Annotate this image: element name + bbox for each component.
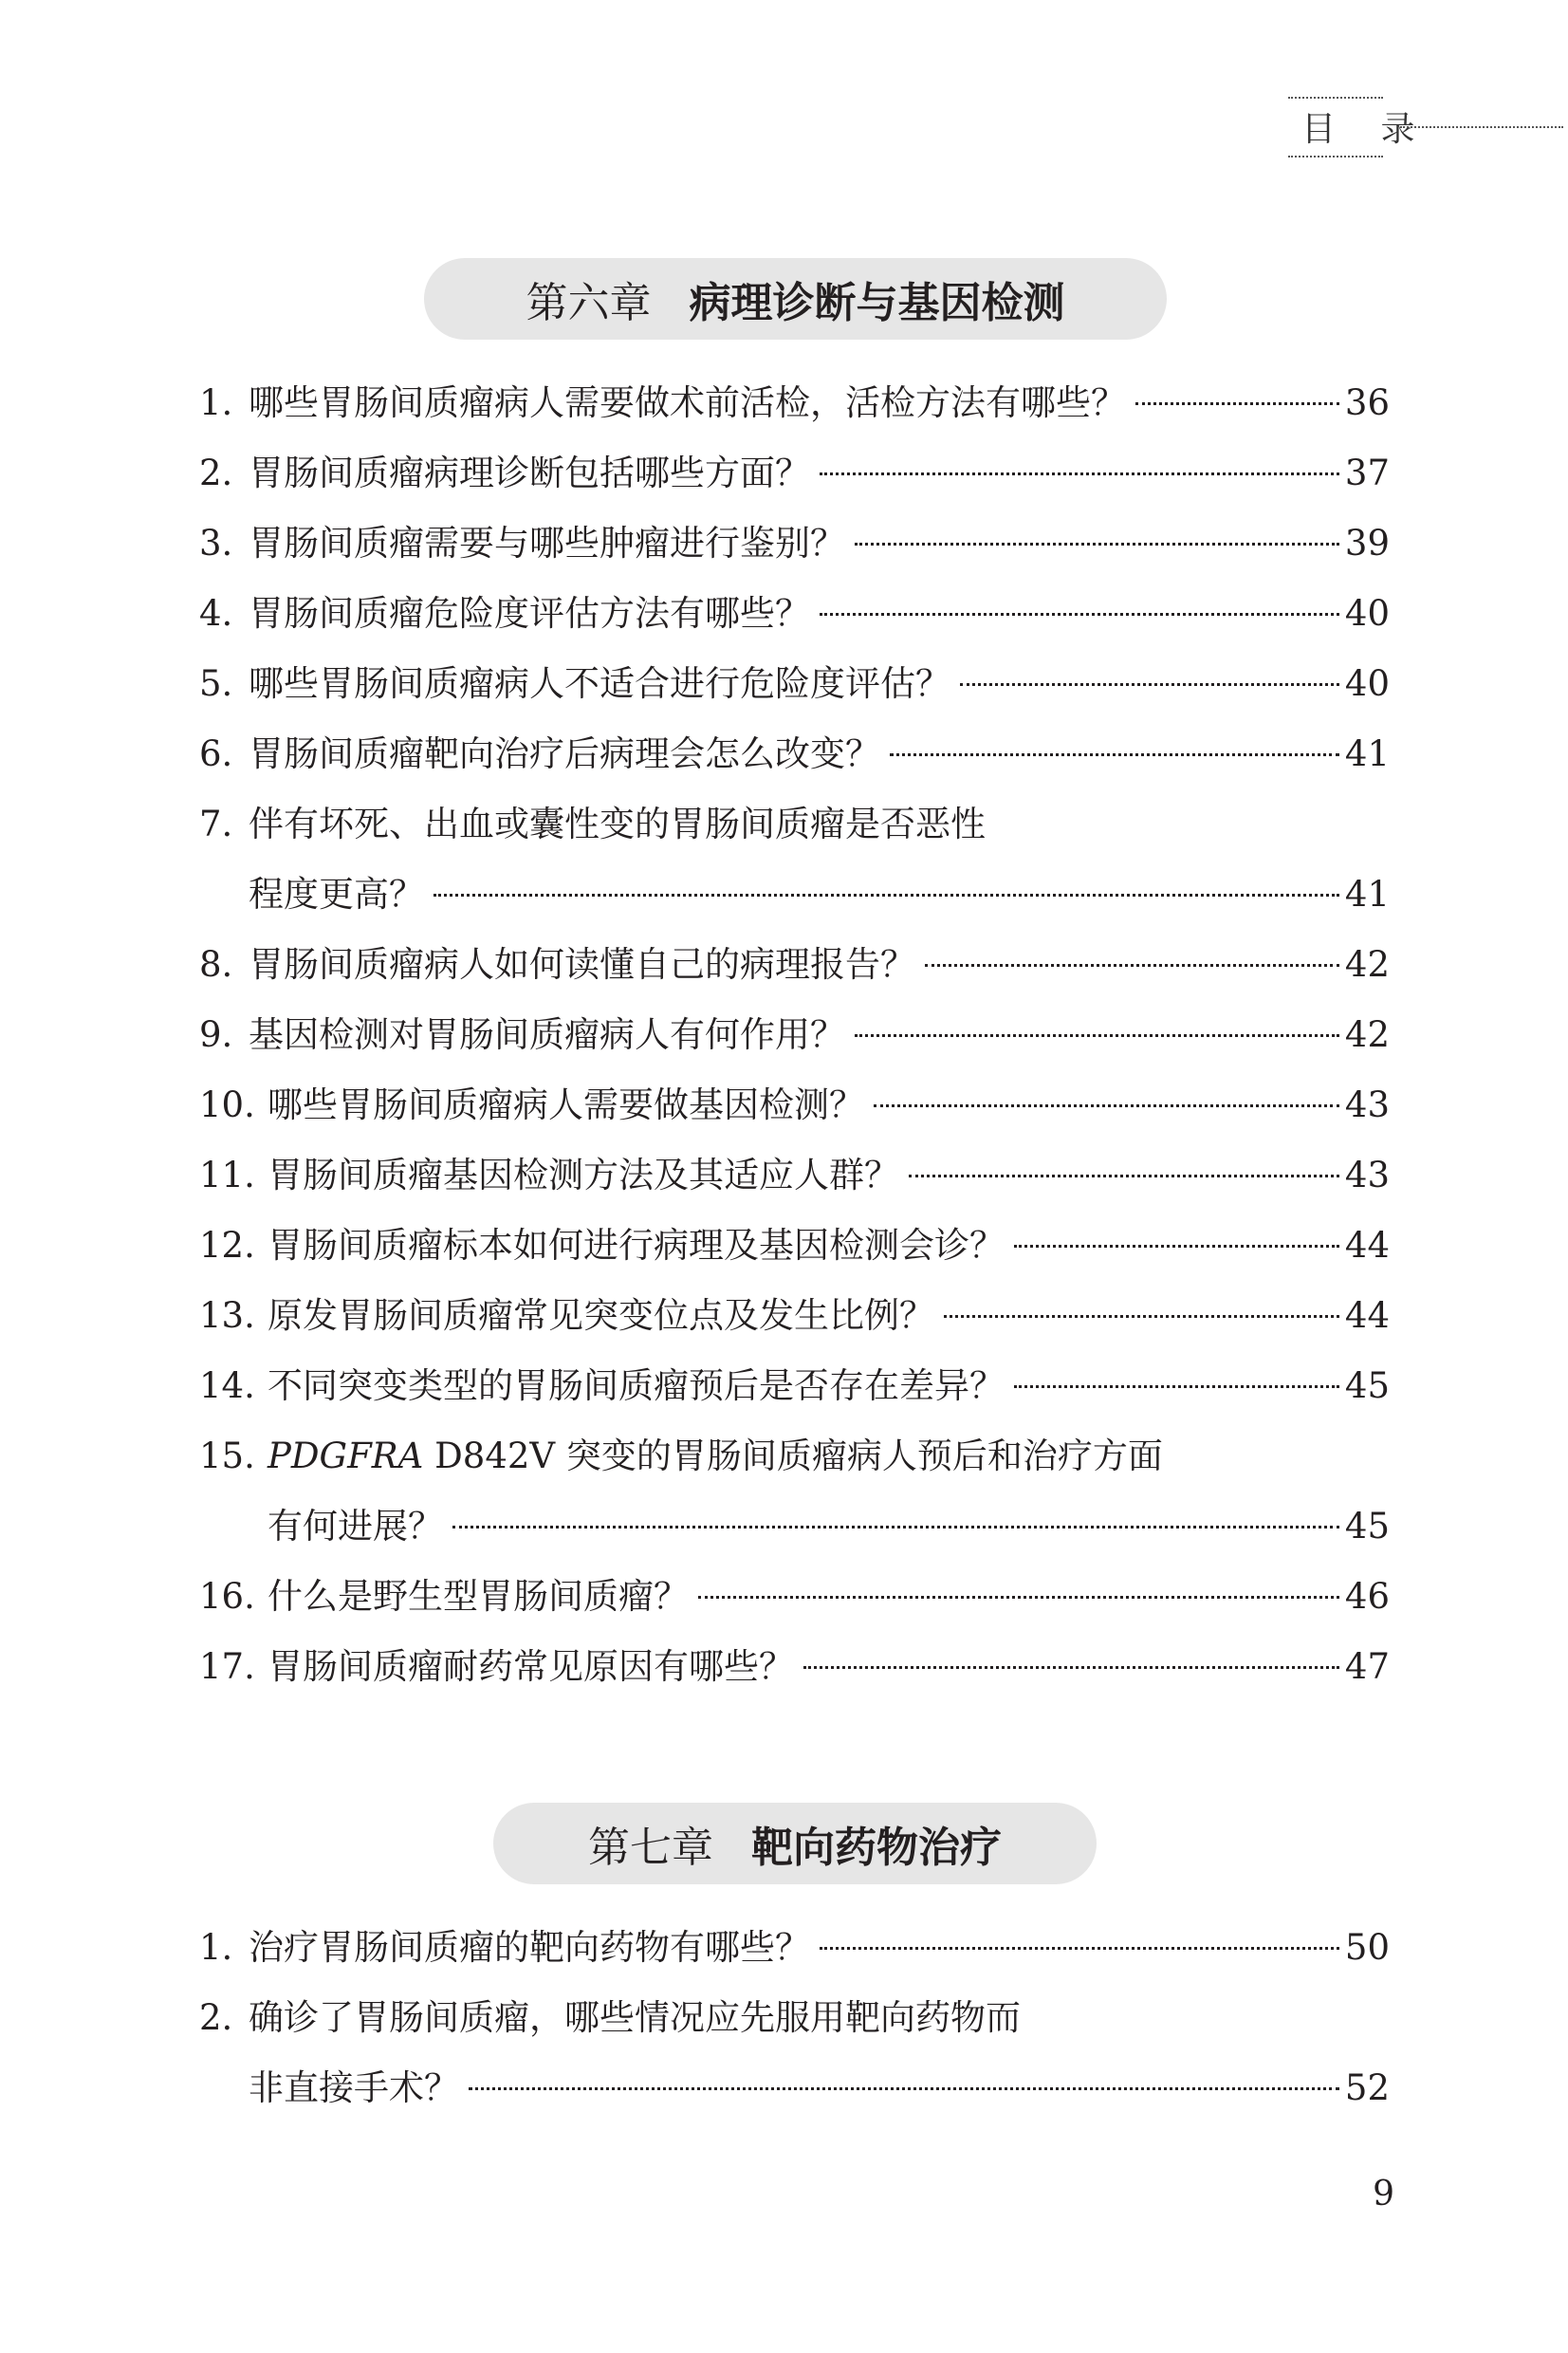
- chapter-name: 靶向药物治疗: [751, 1824, 1002, 1872]
- entry-page: 45: [1344, 1506, 1390, 1547]
- entry-title-continued: 非直接手术？: [249, 2067, 459, 2108]
- dot-leader: [1014, 1385, 1339, 1388]
- dot-leader: [820, 613, 1339, 616]
- toc-entry-line1[interactable]: [199, 1983, 1390, 2053]
- entry-number: 7.: [199, 804, 233, 844]
- dot-leader: [909, 1175, 1339, 1177]
- entry-title: 胃肠间质瘤危险度评估方法有哪些？: [249, 593, 810, 634]
- entry-title: 不同突变类型的胃肠间质瘤预后是否存在差异？: [267, 1365, 1005, 1406]
- toc-chapter-7: [199, 1913, 1390, 2123]
- toc-entry[interactable]: [199, 1562, 1390, 1632]
- entry-page: 52: [1344, 2067, 1390, 2108]
- header-title: 目 录: [1301, 110, 1432, 149]
- entry-page: 47: [1344, 1646, 1390, 1687]
- chapter-number: 第七章: [588, 1824, 713, 1872]
- entry-number: 8.: [199, 944, 233, 985]
- dot-leader: [874, 1104, 1339, 1107]
- entry-page: 42: [1344, 1014, 1390, 1055]
- toc-entry-line1[interactable]: [199, 789, 1390, 860]
- entry-page: 40: [1344, 593, 1390, 634]
- toc-entry[interactable]: [199, 579, 1390, 649]
- toc-chapter-6: [199, 368, 1390, 1702]
- entry-title-continued: 程度更高？: [249, 874, 424, 915]
- entry-page: 42: [1344, 944, 1390, 985]
- entry-title: 伴有坏死、出血或囊性变的胃肠间质瘤是否恶性: [249, 804, 986, 844]
- entry-number: 3.: [199, 523, 233, 564]
- toc-entry[interactable]: [199, 1913, 1390, 1983]
- dot-leader: [698, 1596, 1339, 1599]
- entry-title: 原发胃肠间质瘤常见突变位点及发生比例？: [267, 1295, 934, 1336]
- entry-page: 50: [1344, 1927, 1390, 1968]
- toc-entry-line1[interactable]: [199, 1421, 1390, 1491]
- toc-entry[interactable]: [199, 1211, 1390, 1281]
- dot-leader: [1135, 402, 1339, 405]
- dot-leader: [820, 1947, 1339, 1950]
- chapter-heading-7: [493, 1803, 1097, 1884]
- entry-number: 1.: [199, 382, 233, 423]
- entry-title: 胃肠间质瘤标本如何进行病理及基因检测会诊？: [267, 1225, 1005, 1266]
- page-number: 9: [1373, 2175, 1394, 2214]
- entry-number: 12.: [199, 1225, 255, 1266]
- toc-entry-line2[interactable]: [199, 2053, 1390, 2123]
- toc-entry[interactable]: [199, 1281, 1390, 1351]
- header-rule-right: [1400, 126, 1563, 128]
- header-rule-top: [1288, 97, 1383, 99]
- entry-page: 37: [1344, 453, 1390, 493]
- entry-number: 17.: [199, 1646, 255, 1687]
- dot-leader: [855, 543, 1339, 546]
- entry-page: 36: [1344, 382, 1390, 423]
- dot-leader: [855, 1034, 1339, 1037]
- entry-page: 45: [1344, 1365, 1390, 1406]
- toc-entry[interactable]: [199, 1140, 1390, 1211]
- toc-entry[interactable]: [199, 368, 1390, 438]
- toc-entry[interactable]: [199, 649, 1390, 719]
- dot-leader: [434, 894, 1339, 897]
- entry-title: 胃肠间质瘤靶向治疗后病理会怎么改变？: [249, 733, 880, 774]
- entry-title: 什么是野生型胃肠间质瘤？: [267, 1576, 689, 1617]
- header-rule-bottom: [1288, 156, 1383, 157]
- entry-number: 15.: [199, 1436, 255, 1476]
- entry-number: 5.: [199, 663, 233, 704]
- entry-page: 41: [1344, 733, 1390, 774]
- chapter-heading-6: [424, 258, 1167, 340]
- entry-title: 治疗胃肠间质瘤的靶向药物有哪些？: [249, 1927, 810, 1968]
- gene-name: PDGFRA: [267, 1436, 424, 1476]
- dot-leader: [960, 683, 1339, 686]
- entry-number: 2.: [199, 453, 233, 493]
- toc-entry[interactable]: [199, 509, 1390, 579]
- running-header: [1288, 97, 1563, 157]
- toc-entry[interactable]: [199, 1632, 1390, 1702]
- toc-entry-line2[interactable]: [199, 1491, 1390, 1562]
- entry-title: 胃肠间质瘤病人如何读懂自己的病理报告？: [249, 944, 915, 985]
- entry-number: 16.: [199, 1576, 255, 1617]
- dot-leader: [803, 1666, 1339, 1669]
- dot-leader: [452, 1526, 1339, 1529]
- dot-leader: [925, 964, 1339, 967]
- entry-number: 1.: [199, 1927, 233, 1968]
- toc-entry[interactable]: [199, 1000, 1390, 1070]
- entry-title: 哪些胃肠间质瘤病人不适合进行危险度评估？: [249, 663, 950, 704]
- dot-leader: [944, 1315, 1339, 1318]
- entry-title: D842V 突变的胃肠间质瘤病人预后和治疗方面: [423, 1436, 1163, 1476]
- toc-entry[interactable]: [199, 1351, 1390, 1421]
- entry-page: 40: [1344, 663, 1390, 704]
- entry-title: 哪些胃肠间质瘤病人需要做基因检测？: [267, 1084, 864, 1125]
- entry-page: 44: [1344, 1295, 1390, 1336]
- toc-entry[interactable]: [199, 1070, 1390, 1140]
- entry-title: 确诊了胃肠间质瘤，哪些情况应先服用靶向药物而: [249, 1997, 1021, 2038]
- entry-page: 44: [1344, 1225, 1390, 1266]
- chapter-number: 第六章: [526, 279, 652, 327]
- toc-entry[interactable]: [199, 719, 1390, 789]
- entry-page: 39: [1344, 523, 1390, 564]
- entry-title: 胃肠间质瘤病理诊断包括哪些方面？: [249, 453, 810, 493]
- entry-title: 胃肠间质瘤耐药常见原因有哪些？: [267, 1646, 794, 1687]
- entry-title: 胃肠间质瘤基因检测方法及其适应人群？: [267, 1155, 899, 1195]
- chapter-name: 病理诊断与基因检测: [689, 279, 1065, 327]
- entry-number: 13.: [199, 1295, 255, 1336]
- dot-leader: [469, 2087, 1339, 2090]
- entry-number: 14.: [199, 1365, 255, 1406]
- dot-leader: [1014, 1245, 1339, 1248]
- entry-page: 43: [1344, 1084, 1390, 1125]
- entry-page: 41: [1344, 874, 1390, 915]
- entry-title: 胃肠间质瘤需要与哪些肿瘤进行鉴别？: [249, 523, 845, 564]
- entry-title-continued: 有何进展？: [267, 1506, 443, 1547]
- entry-page: 46: [1344, 1576, 1390, 1617]
- entry-title: 哪些胃肠间质瘤病人需要做术前活检，活检方法有哪些？: [249, 382, 1126, 423]
- toc-entry[interactable]: [199, 930, 1390, 1000]
- entry-number: 2.: [199, 1997, 233, 2038]
- entry-title: 基因检测对胃肠间质瘤病人有何作用？: [249, 1014, 845, 1055]
- dot-leader: [820, 472, 1339, 475]
- dot-leader: [890, 753, 1339, 756]
- toc-entry-line2[interactable]: [199, 860, 1390, 930]
- entry-number: 9.: [199, 1014, 233, 1055]
- entry-page: 43: [1344, 1155, 1390, 1195]
- toc-entry[interactable]: [199, 438, 1390, 509]
- entry-number: 11.: [199, 1155, 255, 1195]
- entry-number: 4.: [199, 593, 233, 634]
- entry-number: 6.: [199, 733, 233, 774]
- entry-number: 10.: [199, 1084, 255, 1125]
